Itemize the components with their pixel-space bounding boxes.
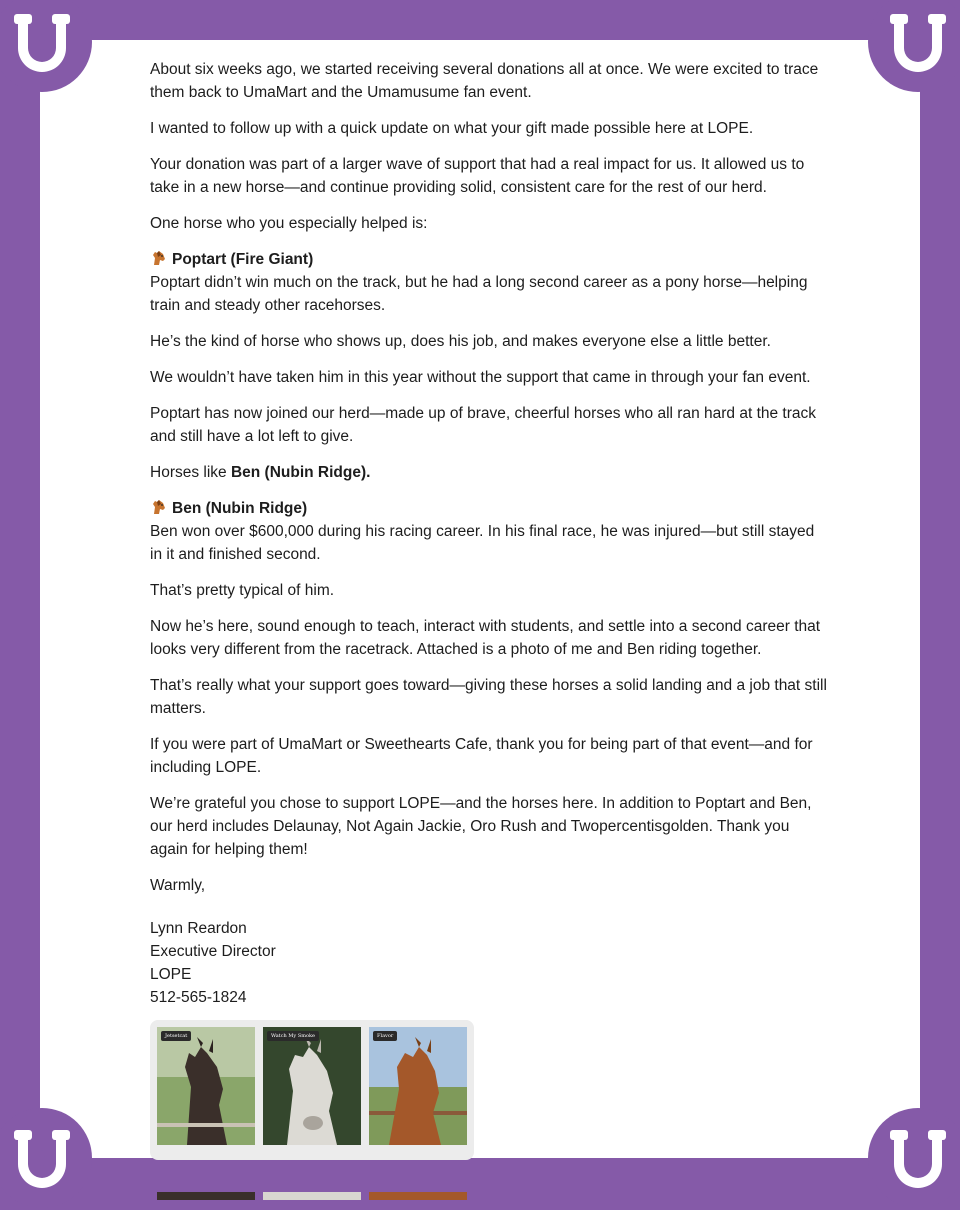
horse-photo-edge — [263, 1192, 361, 1200]
paragraph: That’s pretty typical of him. — [150, 582, 335, 599]
paragraph: Your donation was part of a larger wave of support that had a real impact for us. It allowed us to take in a new horse—and continue providing solid, consistent care for the rest of our herd. — [150, 156, 805, 196]
horse-face-icon — [150, 498, 168, 516]
horse-photo-strip — [150, 1020, 474, 1160]
paragraph: Poptart has now joined our herd—made up of brave, cheerful horses who all ran hard at the track and still have a lot left to give. — [150, 405, 817, 445]
paragraph: He’s the kind of horse who shows up, does his job, and makes everyone else a little better. — [150, 333, 771, 350]
photo-label: Flavor — [373, 1031, 397, 1041]
letter-body — [150, 58, 830, 1009]
paragraph: I wanted to follow up with a quick update on what your gift made possible here at LOPE. — [150, 120, 754, 137]
paragraph: If you were part of UmaMart or Sweethearts Cafe, thank you for being part of that event—and for including LOPE. — [150, 736, 813, 776]
horseshoe-star-icon — [0, 0, 94, 94]
horseshoe-star-icon — [0, 1106, 94, 1210]
ben-heading — [150, 497, 830, 520]
paragraph: About six weeks ago, we started receiving several donations all at once. We were excited to trace them back to UmaMart and the Umamusume fan event. — [150, 61, 819, 101]
paragraph: Now he’s here, sound enough to teach, interact with students, and settle into a second career that looks very different from the racetrack. Attached is a photo of me and Ben riding together. — [150, 618, 821, 658]
photo-strip-overflow — [150, 1192, 474, 1200]
paragraph: We’re grateful you chose to support LOPE—and the horses here. In addition to Poptart and Ben, our herd includes Delaunay, Not Again Jackie, Oro Rush and Twopercentisgolden. Thank you again for helping them! — [150, 795, 812, 858]
signature-phone: 512-565-1824 — [150, 989, 247, 1006]
paragraph — [150, 461, 830, 484]
photo-label: Jetsetcat — [161, 1031, 191, 1041]
horse-photo[interactable] — [369, 1027, 467, 1145]
paragraph: One horse who you especially helped is: — [150, 215, 428, 232]
horseshoe-star-icon — [866, 0, 960, 94]
horse-photo[interactable] — [157, 1027, 255, 1145]
photo-label: Watch My Smoke — [267, 1031, 319, 1041]
paragraph-text: Horses like — [150, 464, 231, 481]
signature-org: LOPE — [150, 966, 192, 983]
signature-block — [150, 917, 830, 1009]
horse-photo[interactable] — [263, 1027, 361, 1145]
horse-photo-edge — [157, 1192, 255, 1200]
paragraph: Poptart didn’t win much on the track, but he had a long second career as a pony horse—helping train and steady other racehorses. — [150, 274, 808, 314]
poptart-title: Poptart (Fire Giant) — [172, 251, 314, 268]
paragraph: That’s really what your support goes toward—giving these horses a solid landing and a job that still matters. — [150, 677, 827, 717]
signature-title: Executive Director — [150, 943, 276, 960]
poptart-heading — [150, 248, 830, 271]
horse-photo-edge — [369, 1192, 467, 1200]
signature-name: Lynn Reardon — [150, 920, 247, 937]
paragraph: We wouldn’t have taken him in this year without the support that came in through your fan event. — [150, 369, 811, 386]
paragraph: Ben won over $600,000 during his racing career. In his final race, he was injured—but still stayed in it and finished second. — [150, 523, 815, 563]
horse-face-icon — [150, 249, 168, 267]
horseshoe-star-icon — [866, 1106, 960, 1210]
ben-title: Ben (Nubin Ridge) — [172, 500, 308, 517]
closing: Warmly, — [150, 877, 206, 894]
ben-mention: Ben (Nubin Ridge). — [230, 464, 371, 481]
